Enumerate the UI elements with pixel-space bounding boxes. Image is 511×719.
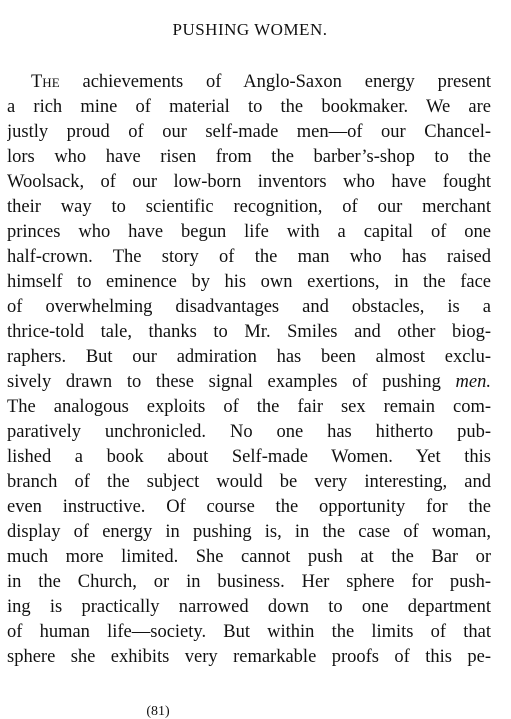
text-line-10: of overwhelming disadvantages and obstacles, is a	[7, 297, 491, 317]
text-line-13	[7, 370, 491, 395]
body-text	[7, 70, 491, 670]
text-line-12: raphers. But our admiration has been almost exclu-	[7, 347, 491, 367]
text-line-17: branch of the subject would be very interesting, and	[7, 472, 491, 492]
chapter-title: PUSHING WOMEN.	[172, 20, 328, 39]
text-line-1	[7, 70, 491, 95]
italic-word: men.	[455, 372, 491, 392]
text-line-5: Woolsack, of our low-born inventors who have fought	[7, 172, 491, 192]
text-line-4: lors who have risen from the barber’s-shop to the	[7, 147, 491, 167]
text-line-9: himself to eminence by his own exertions, in the face	[7, 272, 491, 292]
text-line-16: lished a book about Self-made Women. Yet this	[7, 447, 491, 467]
text-line-15: paratively unchronicled. No one has hitherto pub-	[7, 422, 491, 442]
text-line-24: sphere she exhibits very remarkable proofs of this pe-	[7, 647, 491, 667]
text-line-21: in the Church, or in business. Her sphere for push-	[7, 572, 491, 592]
text-line-13-start: sively drawn to these signal examples of pushing	[7, 372, 456, 392]
text-line-11: thrice-told tale, thanks to Mr. Smiles and other biog-	[7, 322, 491, 342]
text-line-22: ing is practically narrowed down to one department	[7, 597, 491, 617]
text-line-6: their way to scientific recognition, of our merchant	[7, 197, 491, 217]
page-number: (81)	[146, 704, 170, 719]
text-line-2: a rich mine of material to the bookmaker. We are	[7, 97, 491, 117]
opening-word: The	[31, 72, 60, 92]
text-line-23: of human life—society. But within the limits of that	[7, 622, 491, 642]
text-line-20: much more limited. She cannot push at the Bar or	[7, 547, 491, 567]
text-line-3: justly proud of our self-made men—of our Chancel-	[7, 122, 491, 142]
text-line-14: The analogous exploits of the fair sex remain com-	[7, 397, 491, 417]
text-line-19: display of energy in pushing is, in the case of woman,	[7, 522, 491, 542]
text-line-8: half-crown. The story of the man who has raised	[7, 247, 491, 267]
text-line-1-rest: achievements of Anglo-Saxon energy present	[59, 72, 491, 92]
text-line-7: princes who have begun life with a capital of one	[7, 222, 491, 242]
text-line-18: even instructive. Of course the opportunity for the	[7, 497, 491, 517]
